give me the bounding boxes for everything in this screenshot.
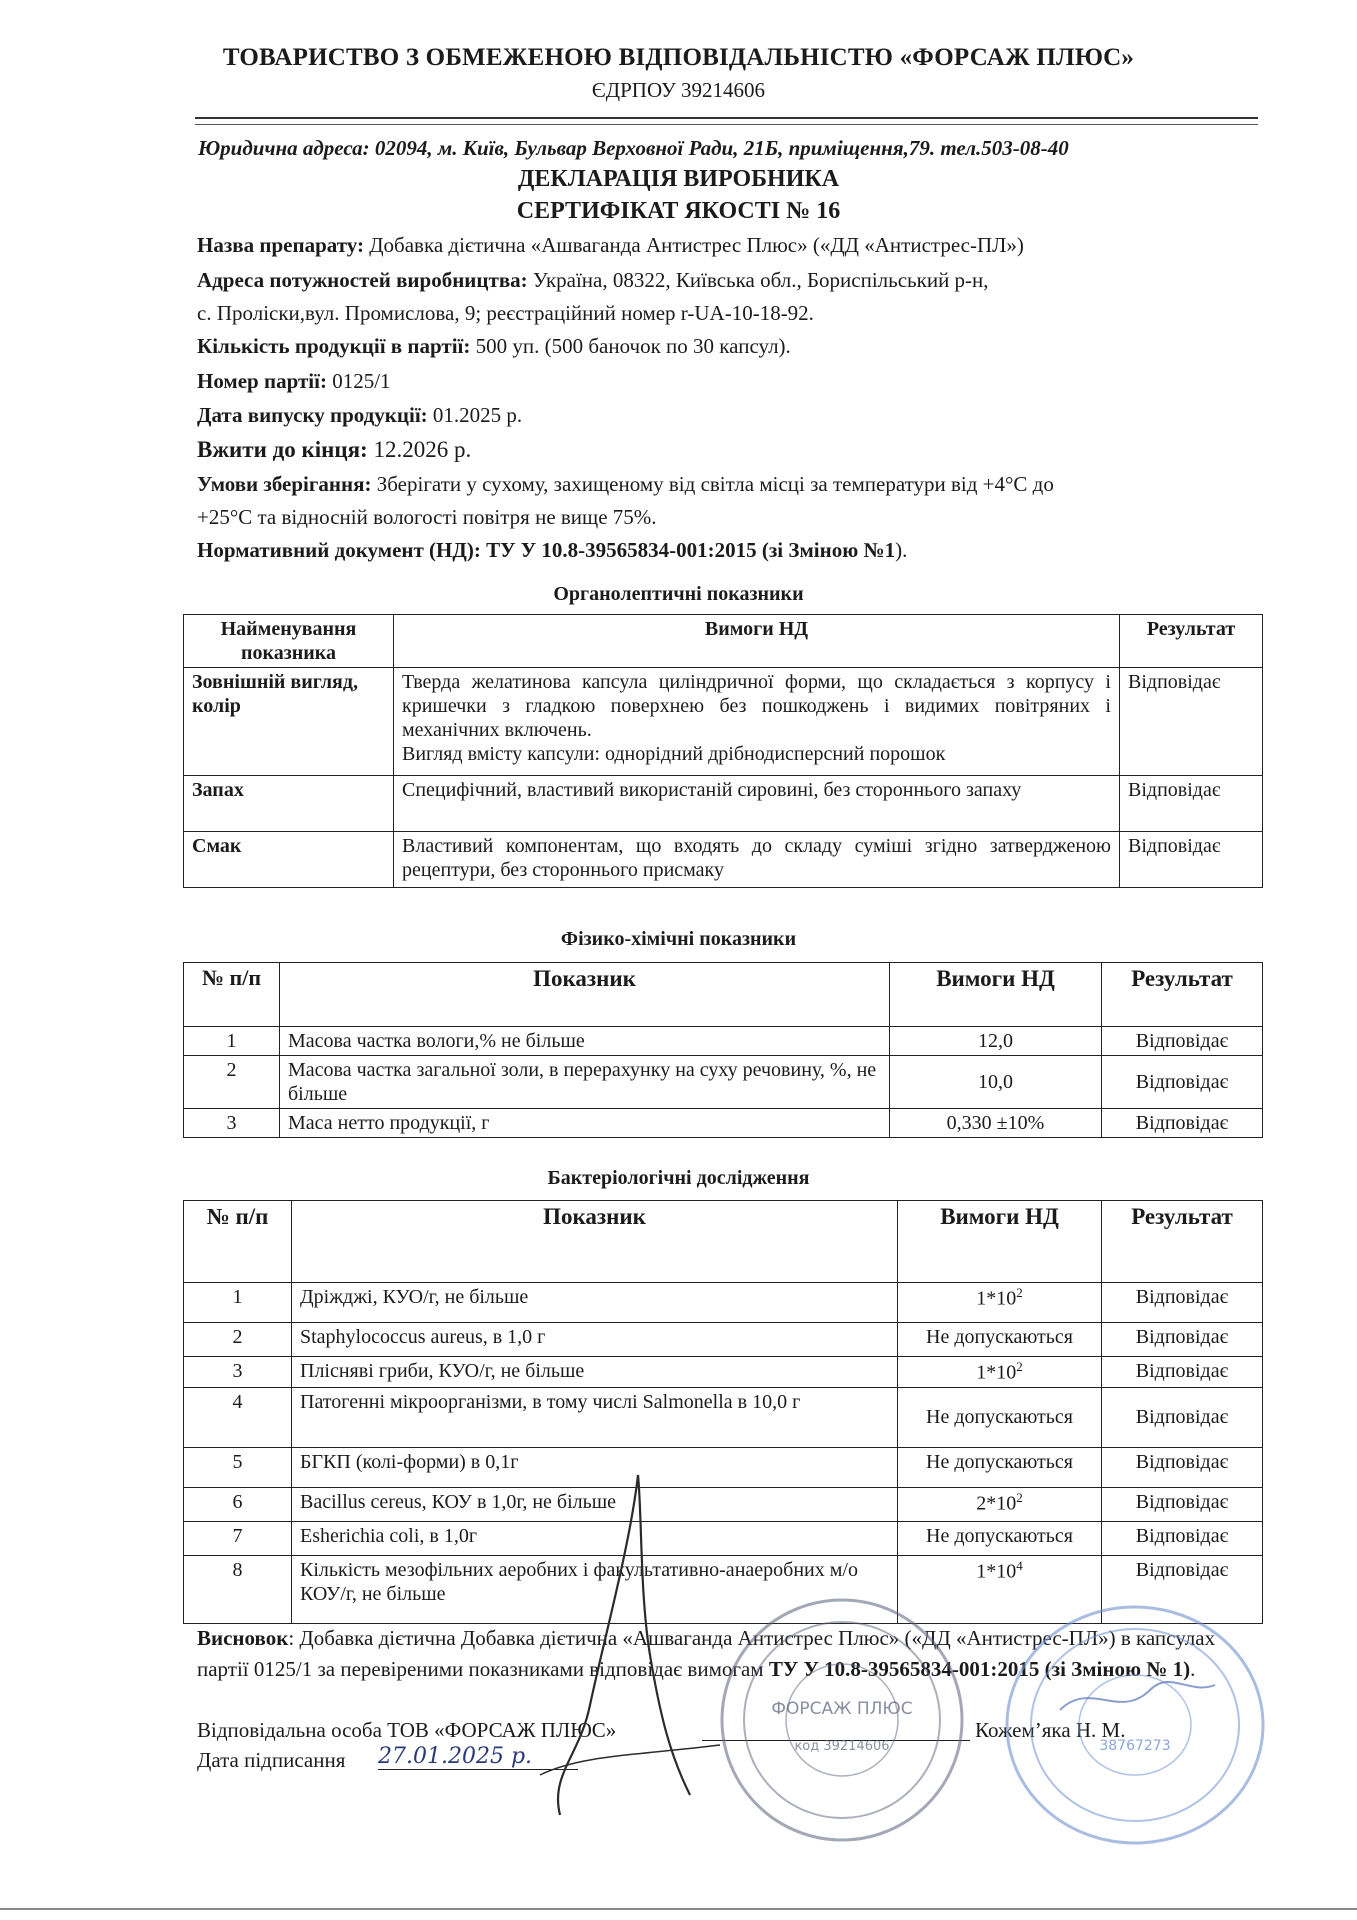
release-date-label: Дата випуску продукції:: [197, 403, 428, 427]
result-cell: Відповідає: [1102, 1056, 1263, 1109]
edrpou-code: ЄДРПОУ 39214606: [591, 78, 766, 102]
requirement-cell: [898, 1521, 1102, 1555]
requirement-base: Не допускаються: [926, 1524, 1073, 1547]
requirement-base: 1*10: [976, 1287, 1017, 1310]
table-row: [184, 1109, 1263, 1138]
expiry-value: 12.2026 р.: [367, 437, 472, 462]
conclusion-label: Висновок: [197, 1626, 289, 1650]
result-cell: Відповідає: [1102, 1357, 1263, 1388]
declaration-title: ДЕКЛАРАЦІЯ ВИРОБНИКА: [517, 166, 840, 192]
expiry-label: Вжити до кінця:: [197, 437, 368, 462]
result-cell: Відповідає: [1102, 1447, 1263, 1487]
production-address-value: Україна, 08322, Київська обл., Бориспільський р-н,: [527, 268, 989, 292]
quantity-line: [197, 334, 791, 359]
storage-label: Умови зберігання:: [197, 472, 372, 496]
requirement-cell: [898, 1487, 1102, 1521]
quantity-value: 500 уп. (500 баночок по 30 капсул).: [470, 334, 791, 358]
stamp-text: ФОРСАЖ ПЛЮС: [771, 1699, 913, 1719]
result-cell: Відповідає: [1120, 776, 1263, 832]
production-address-label: Адреса потужностей виробництва:: [197, 268, 528, 292]
company-name: ТОВАРИСТВО З ОБМЕЖЕНОЮ ВІДПОВІДАЛЬНІСТЮ «ФОРСАЖ ПЛЮС»: [222, 44, 1135, 71]
requirement-exponent: 2: [1016, 1285, 1023, 1300]
requirement-cell: [898, 1387, 1102, 1447]
requirement-text: Тверда желатинова капсула циліндричної форми, що складається з корпусу і кришечки з гладкою поверхнею без пошкоджень і видимих повітряних і механічних включень.: [402, 671, 1111, 741]
conclusion-nd: ТУ У 10.8-39565834-001:2015 (зі Зміною № 1): [768, 1656, 1191, 1681]
header-cell: № п/п: [184, 963, 280, 1027]
result-cell: Відповідає: [1102, 1521, 1263, 1555]
header-cell: Вимоги НД: [890, 963, 1102, 1027]
table-row: [184, 1387, 1263, 1447]
normative-doc-label: Нормативний документ (НД): ТУ У 10.8-39565834-001:2015 (зі Зміною №1: [197, 538, 896, 562]
row-number: 6: [184, 1487, 292, 1521]
requirement-cell: 12,0: [890, 1027, 1102, 1056]
result-cell: Відповідає: [1102, 1109, 1263, 1138]
normative-doc-line: [197, 538, 907, 563]
requirement-exponent: 4: [1016, 1557, 1023, 1573]
requirement-cell: [898, 1283, 1102, 1323]
batch-label: Номер партії:: [197, 369, 327, 393]
header-cell: Вимоги НД: [898, 1201, 1102, 1283]
row-number: 2: [184, 1323, 292, 1357]
requirement-base: 1*10: [976, 1560, 1017, 1583]
requirement-base: 2*10: [976, 1492, 1017, 1515]
normative-doc-tail: ).: [895, 538, 908, 562]
expiry-line: [197, 437, 471, 463]
row-number: 3: [184, 1357, 292, 1388]
requirement-exponent: 2: [1016, 1489, 1023, 1505]
conclusion-end: .: [1190, 1656, 1196, 1681]
release-date-value: 01.2025 р.: [427, 403, 523, 427]
quantity-label: Кількість продукції в партії:: [197, 334, 471, 358]
requirement-exponent: 2: [1016, 1359, 1023, 1374]
header-cell: Результат: [1102, 1201, 1263, 1283]
row-number: 1: [184, 1027, 280, 1056]
table-header-row: [184, 1201, 1263, 1283]
indicator-name: Масова частка загальної золи, в перерахунку на суху речовину, %, не більше: [280, 1056, 890, 1109]
physchem-title: Фізико-хімічні показники: [560, 928, 797, 950]
requirement-cell: [898, 1357, 1102, 1388]
indicator-name: Масова частка вологи,% не більше: [280, 1027, 890, 1056]
result-cell: Відповідає: [1102, 1283, 1263, 1323]
legal-address: Юридична адреса: 02094, м. Київ, Бульвар Верховної Ради, 21Б, приміщення,79. тел.503-08-40: [198, 136, 1069, 160]
release-date-line: [197, 403, 522, 428]
table-header-row: [184, 615, 1263, 668]
header-rule: [195, 117, 1258, 119]
product-name-value: Добавка дієтична «Ашваганда Антистрес Плюс» («ДД «Антистрес-ПЛ»): [363, 233, 1024, 257]
signer-name: Кожем’яка Н. М.: [975, 1718, 1126, 1742]
indicator-name: Смак: [184, 832, 394, 888]
requirement-base: 1*10: [976, 1361, 1017, 1384]
product-name-line: [197, 233, 1024, 258]
batch-value: 0125/1: [326, 369, 391, 393]
result-cell: Відповідає: [1102, 1387, 1263, 1447]
company-stamp-icon: [712, 1590, 972, 1850]
organoleptic-table: [183, 614, 1263, 888]
row-number: 7: [184, 1521, 292, 1555]
header-cell: Результат: [1102, 963, 1263, 1027]
physchem-table: [183, 962, 1263, 1138]
header-cell: Показник: [292, 1201, 898, 1283]
result-cell: Відповідає: [1120, 832, 1263, 888]
signing-date-label: Дата підписання: [197, 1748, 346, 1772]
requirement-base: Не допускаються: [926, 1450, 1073, 1473]
indicator-name: Esherichia coli, в 1,0г: [292, 1521, 898, 1555]
indicator-name: Запах: [184, 776, 394, 832]
requirement-text-2: Вигляд вмісту капсули: однорідний дрібнодисперсний порошок: [402, 743, 946, 765]
stamp-code: код 39214606: [794, 1739, 890, 1754]
header-cell: Вимоги НД: [394, 615, 1120, 668]
indicator-name: БГКП (колі-форми) в 0,1г: [292, 1447, 898, 1487]
signing-date-value: 27.01.2025 р.: [378, 1744, 578, 1770]
header-cell: № п/п: [184, 1201, 292, 1283]
production-address-line: [197, 268, 989, 293]
indicator-name: Маса нетто продукції, г: [280, 1109, 890, 1138]
requirement-cell: [898, 1323, 1102, 1357]
result-cell: Відповідає: [1102, 1323, 1263, 1357]
row-number: 8: [184, 1555, 292, 1623]
header-cell: Найменування показника: [184, 615, 394, 668]
organoleptic-title: Органолептичні показники: [553, 583, 804, 605]
header-cell: Результат: [1120, 615, 1263, 668]
requirement-cell: 0,330 ±10%: [890, 1109, 1102, 1138]
table-row: [184, 776, 1263, 832]
page-edge: [0, 1908, 1357, 1910]
storage-line: [197, 472, 1054, 497]
storage-line-2: +25°С та відносній вологості повітря не вище 75%.: [197, 505, 657, 529]
requirement-cell: [898, 1447, 1102, 1487]
table-header-row: [184, 963, 1263, 1027]
stamp-code: 38767273: [1099, 1738, 1171, 1754]
indicator-name: Дріжджі, КУО/г, не більше: [292, 1283, 898, 1323]
header-rule-thin: [195, 124, 1258, 125]
requirement-base: Не допускаються: [926, 1326, 1073, 1348]
indicator-name: Staphylococcus aureus, в 1,0 г: [292, 1323, 898, 1357]
product-name-label: Назва препарату:: [197, 233, 364, 257]
batch-line: [197, 369, 391, 394]
certificate-title: СЕРТИФІКАТ ЯКОСТІ № 16: [516, 198, 841, 224]
table-row: [184, 1323, 1263, 1357]
indicator-name: Зовнішній вигляд, колір: [184, 668, 394, 776]
row-number: 1: [184, 1283, 292, 1323]
result-cell: Відповідає: [1102, 1487, 1263, 1521]
production-address-line-2: с. Проліски,вул. Промислова, 9; реєстраційний номер r-UA-10-18-92.: [197, 301, 814, 325]
header-cell: Показник: [280, 963, 890, 1027]
responsible-person: Відповідальна особа ТОВ «ФОРСАЖ ПЛЮС»: [197, 1718, 617, 1742]
row-number: 2: [184, 1056, 280, 1109]
row-number: 3: [184, 1109, 280, 1138]
requirement-cell: 10,0: [890, 1056, 1102, 1109]
result-cell: Відповідає: [1102, 1555, 1263, 1623]
table-row: [184, 1056, 1263, 1109]
table-row: [184, 1357, 1263, 1388]
result-cell: Відповідає: [1120, 668, 1263, 776]
blue-stamp-icon: [1000, 1600, 1270, 1850]
requirement-cell: Специфічний, властивий використаній сировині, без стороннього запаху: [394, 776, 1120, 832]
indicator-name: Кількість мезофільних аеробних і факультативно-анаеробних м/о КОУ/г, не більше: [292, 1555, 898, 1623]
indicator-name: Плісняві гриби, КУО/г, не більше: [292, 1357, 898, 1388]
row-number: 5: [184, 1447, 292, 1487]
requirement-base: Не допускаються: [926, 1406, 1073, 1429]
indicator-name: Патогенні мікроорганізми, в тому числі Salmonella в 10,0 г: [292, 1387, 898, 1447]
result-cell: Відповідає: [1102, 1027, 1263, 1056]
bacterio-title: Бактеріологічні дослідження: [547, 1167, 810, 1189]
table-row: [184, 832, 1263, 888]
table-row: [184, 1027, 1263, 1056]
table-row: [184, 668, 1263, 776]
table-row: [184, 1283, 1263, 1323]
requirement-cell: [394, 668, 1120, 776]
row-number: 4: [184, 1387, 292, 1447]
requirement-cell: Властивий компонентам, що входять до складу суміші згідно затвердженою рецептури, без стороннього присмаку: [394, 832, 1120, 888]
storage-value: Зберігати у сухому, захищеному від світла місці за температури від +4°С до: [371, 472, 1054, 496]
indicator-name: Bacillus cereus, КОУ в 1,0г, не більше: [292, 1487, 898, 1521]
conclusion-text: : Добавка дієтична Добавка дієтична «Ашваганда Антистрес Плюс» («ДД «Антистрес-ПЛ») в капсулах партії 0125/1 за перевіреними показниками відповідає вимогам: [197, 1626, 1216, 1681]
